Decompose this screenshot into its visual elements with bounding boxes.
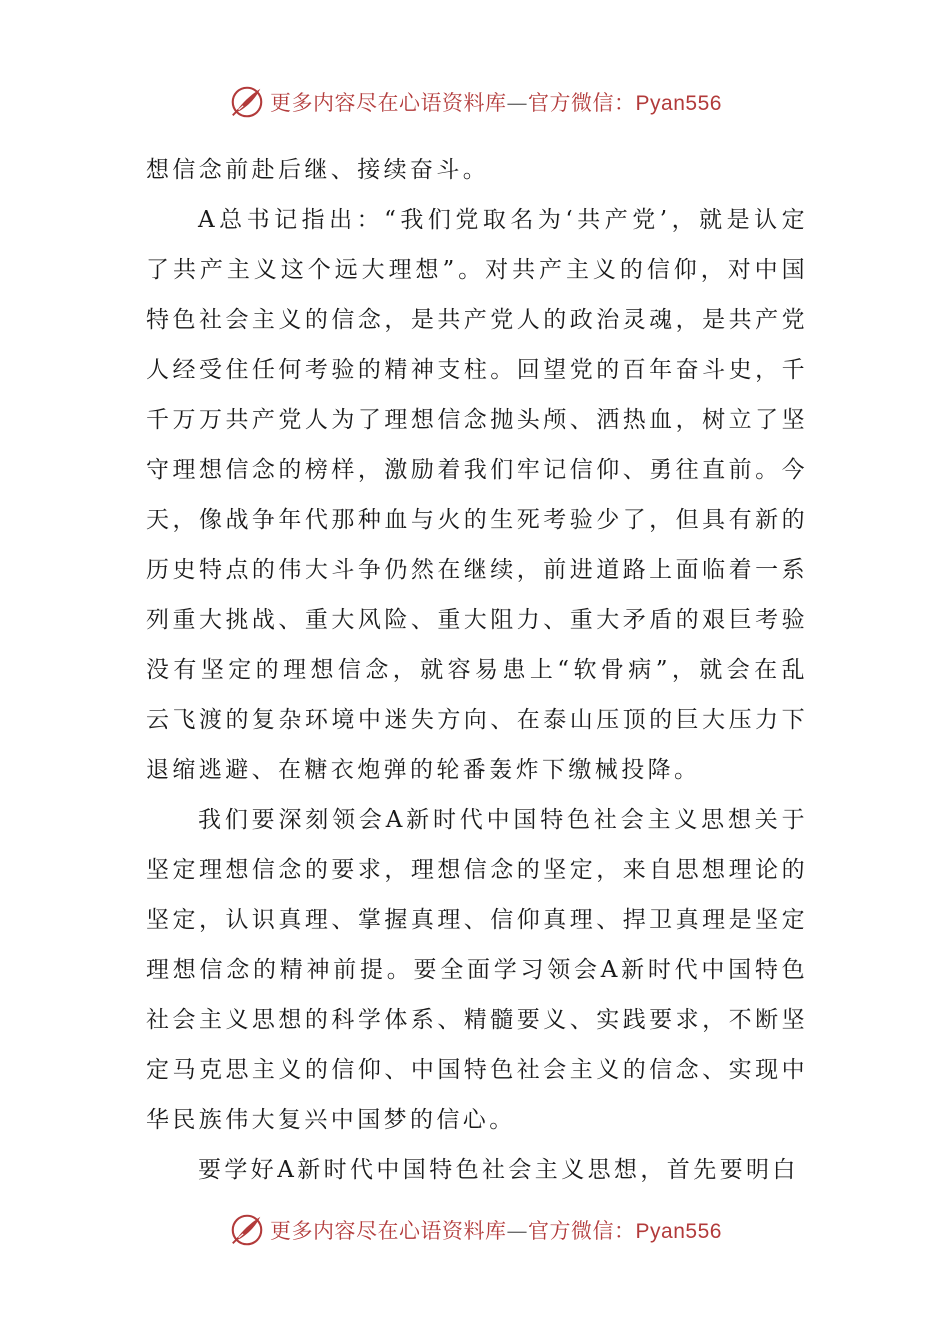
banner-separator: — bbox=[506, 91, 529, 115]
quill-pen-icon bbox=[228, 1211, 266, 1249]
paragraph: A总书记指出：“我们党取名为‘共产党’，就是认定了共产主义这个远大理想”。对共产主义的信仰，对中国特色社会主义的信念，是共产党人的政治灵魂，是共产党人经受住任何考验的精神支柱。回望党的百年奋斗史，千千万万共产党人为了理想信念抛头颅、洒热血，树立了坚守理想信念的榜样，激励着我们牢记信仰、勇往直前。今天，像战争年代那种血与火的生死考验少了，但具有新的历史特点的伟大斗争仍然在继续，前进道路上面临着一系列重大挑战、重大风险、重大阻力、重大矛盾的艰巨考验没有坚定的理想信念，就容易患上“软骨病”，就会在乱云飞渡的复杂环境中迷失方向、在泰山压顶的巨大压力下退缩逃避、在糖衣炮弹的轮番轰炸下缴械投降。 bbox=[146, 207, 808, 783]
quill-pen-icon bbox=[228, 83, 266, 121]
header-watermark-banner bbox=[0, 82, 950, 122]
banner-wechat-id: Pyan556 bbox=[635, 92, 722, 115]
document-body bbox=[146, 145, 808, 1195]
banner-wechat-id: Pyan556 bbox=[635, 1220, 722, 1243]
banner-wechat-label: 官方微信： bbox=[528, 1219, 636, 1243]
paragraph: 要学好A新时代中国特色社会主义思想，首先要明白 bbox=[198, 1157, 799, 1183]
banner-text bbox=[270, 87, 722, 117]
banner-wechat-label: 官方微信： bbox=[528, 91, 636, 115]
banner-separator: — bbox=[506, 1219, 529, 1243]
banner-text bbox=[270, 1215, 722, 1245]
paragraph: 我们要深刻领会A新时代中国特色社会主义思想关于坚定理想信念的要求，理想信念的坚定，来自思想理论的坚定，认识真理、掌握真理、信仰真理、捍卫真理是坚定理想信念的精神前提。要全面学习领会A新时代中国特色社会主义思想的科学体系、精髓要义、实践要求，不断坚定马克思主义的信仰、中国特色社会主义的信念、实现中华民族伟大复兴中国梦的信心。 bbox=[146, 807, 808, 1133]
banner-site-text: 更多内容尽在心语资料库 bbox=[270, 1219, 507, 1243]
banner-site-text: 更多内容尽在心语资料库 bbox=[270, 91, 507, 115]
footer-watermark-banner bbox=[0, 1210, 950, 1250]
paragraph-continuation: 想信念前赴后继、接续奋斗。 bbox=[146, 157, 490, 183]
